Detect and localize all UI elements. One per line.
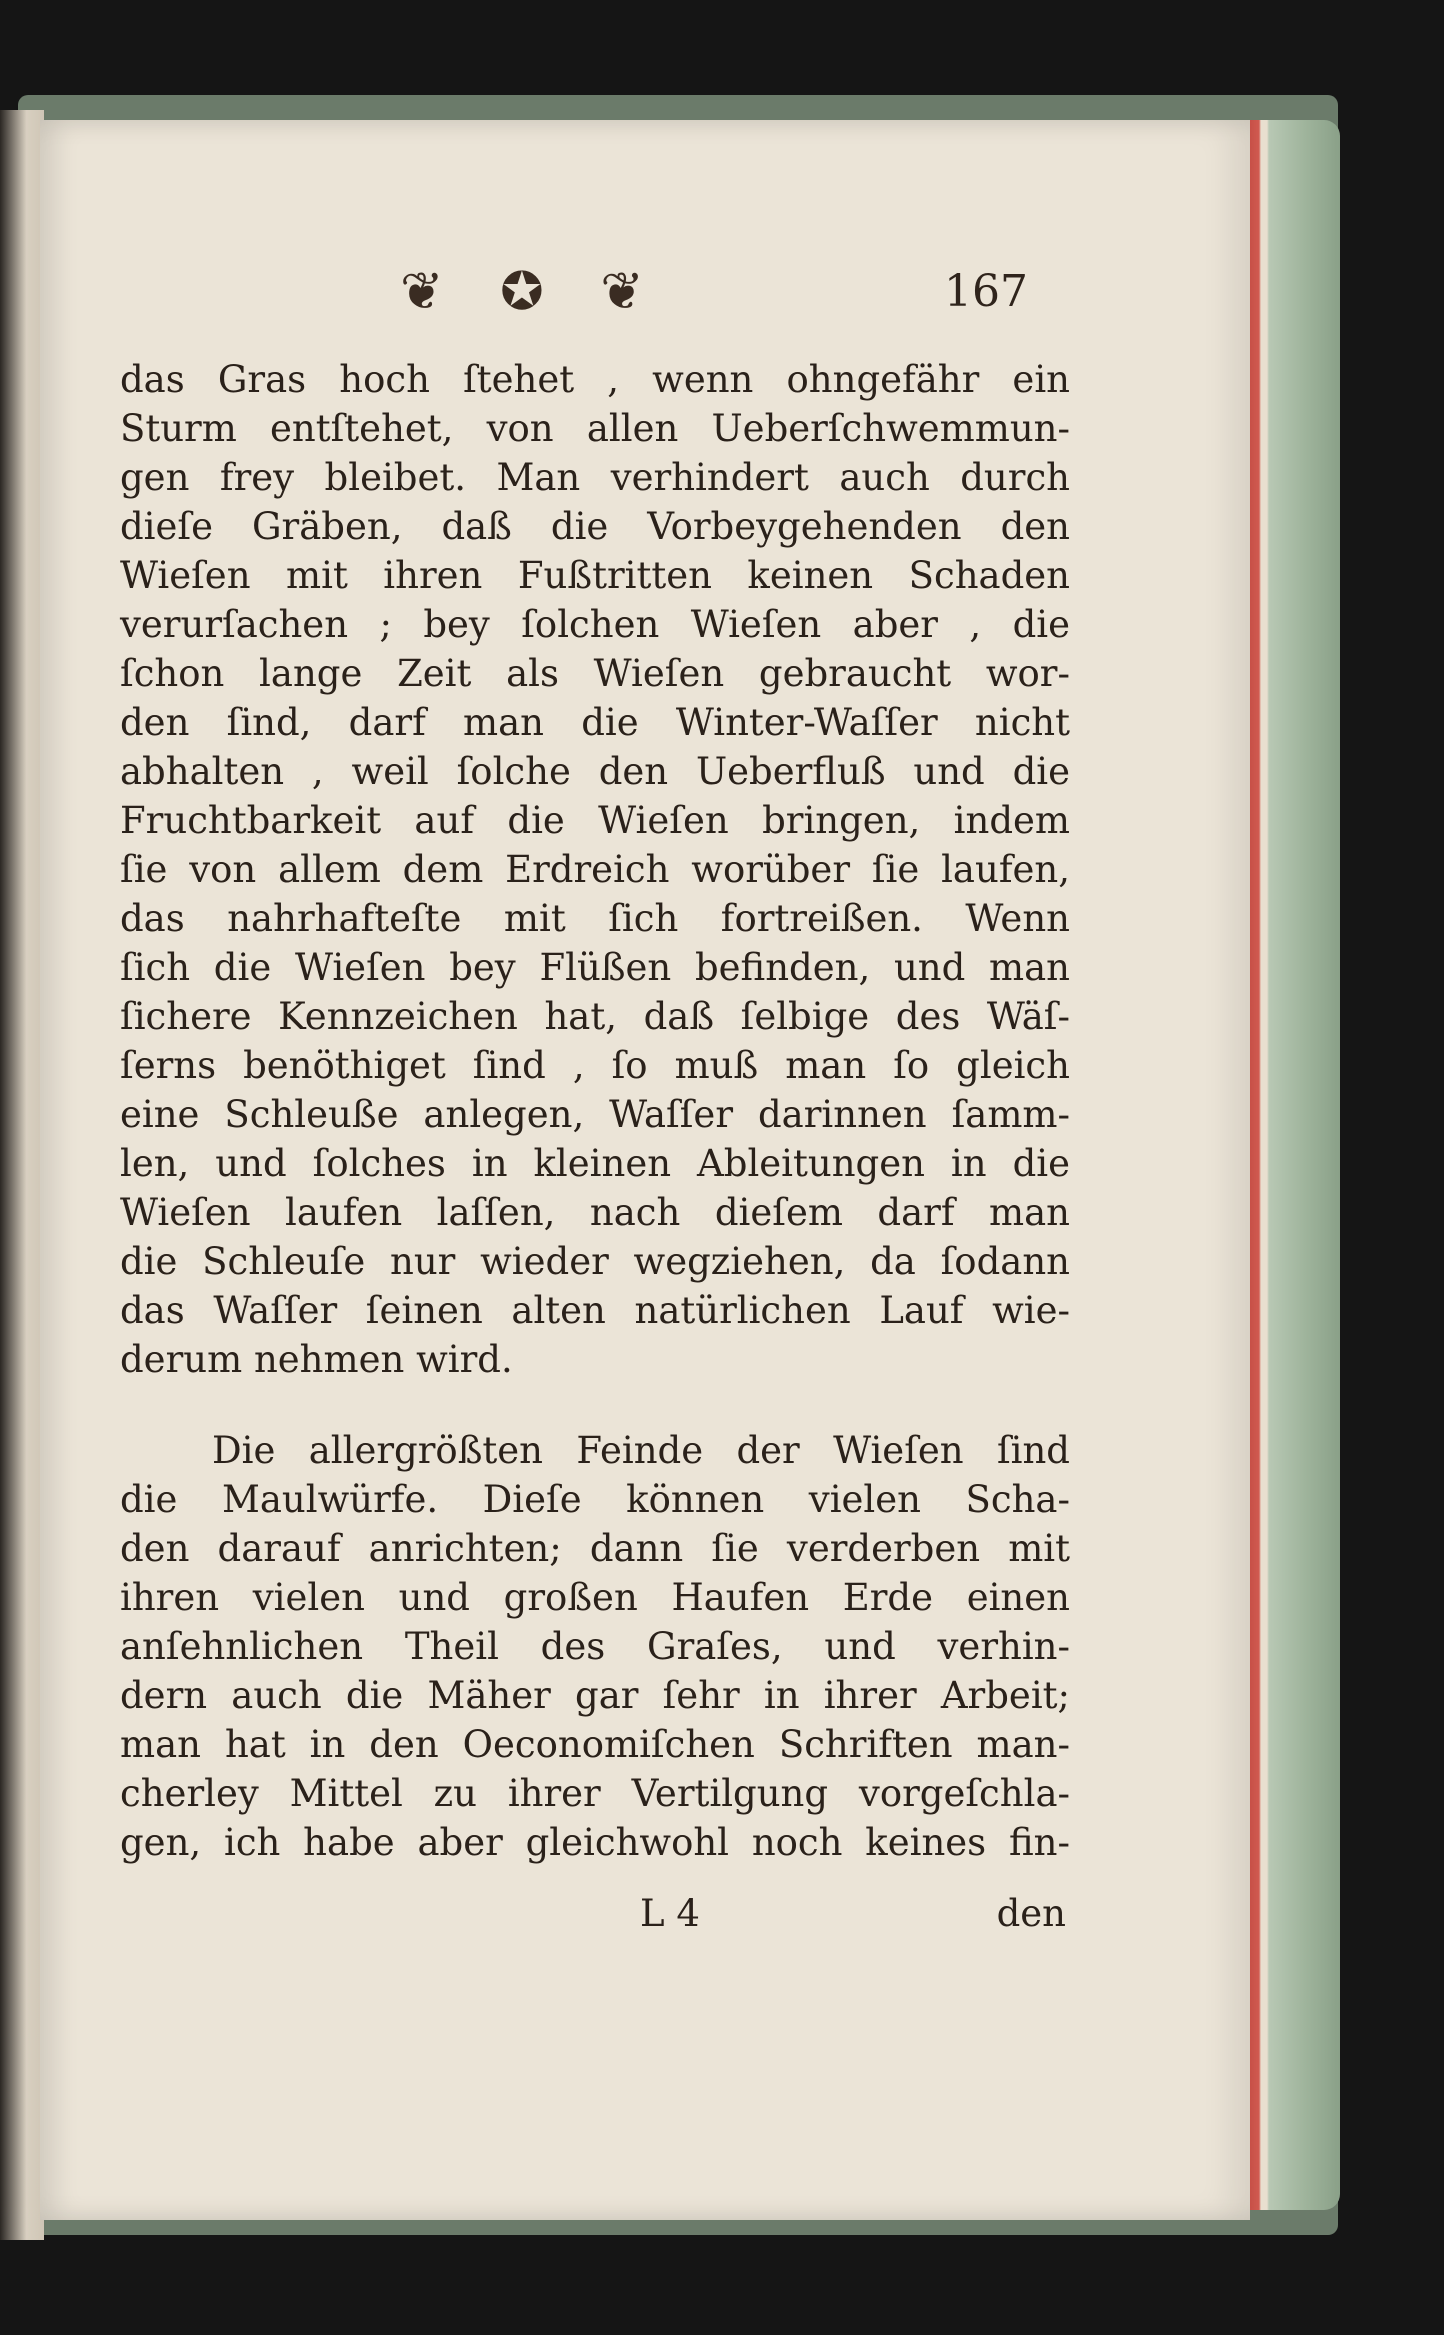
text-line: verurſachen ; bey ſolchen Wieſen aber , die [120,603,1070,646]
text-line: gen, ich habe aber gleichwohl noch keines fin- [120,1821,1070,1864]
text-line: Wieſen mit ihren Fußtritten keinen Schaden [120,554,1070,597]
text-line: derum nehmen wird. [120,1338,513,1381]
book-fore-edge [1245,120,1340,2210]
text-line: ſichere Kennzeichen hat, daß ſelbige des Wäſ- [120,995,1070,1038]
signature-mark: L 4 [640,1892,700,1935]
header-ornament: ❦ ✪ ❦ [400,262,664,322]
text-line: den ſind, darf man die Winter-Waſſer nicht [120,701,1070,744]
catchword: den [996,1892,1066,1935]
text-line: Die allergrößten Feinde der Wieſen ſind [212,1429,1070,1472]
text-line: ſerns benöthiget ſind , ſo muß man ſo gleich [120,1044,1070,1087]
text-line: das Waſſer ſeinen alten natürlichen Lauf wie- [120,1289,1070,1332]
text-line: dieſe Gräben, daß die Vorbeygehenden den [120,505,1070,548]
text-line: das Gras hoch ſtehet , wenn ohngefähr ein [120,358,1070,401]
text-line: ihren vielen und großen Haufen Erde einen [120,1576,1070,1619]
paragraph-break [120,1384,1070,1426]
text-line: gen frey bleibet. Man verhindert auch durch [120,456,1070,499]
text-line: ſich die Wieſen bey Flüßen befinden, und man [120,946,1070,989]
text-line: ſie von allem dem Erdreich worüber ſie laufen, [120,848,1070,891]
text-line: eine Schleuße anlegen, Waſſer darinnen ſamm- [120,1093,1070,1136]
facing-page-edge [0,110,44,2240]
page-number: 167 [944,266,1028,317]
text-line: Sturm entſtehet, von allen Ueberſchwemmun- [120,407,1070,450]
text-line: len, und ſolches in kleinen Ableitungen in die [120,1142,1070,1185]
text-line: anſehnlichen Theil des Graſes, und verhin- [120,1625,1070,1668]
text-line: die Maulwürfe. Dieſe können vielen Scha- [120,1478,1070,1521]
text-line: die Schleuſe nur wieder wegziehen, da ſodann [120,1240,1070,1283]
text-line: man hat in den Oeconomiſchen Schriften man- [120,1723,1070,1766]
body-text [120,355,1070,1867]
text-line: den darauf anrichten; dann ſie verderben mit [120,1527,1070,1570]
text-line: abhalten , weil ſolche den Ueberfluß und die [120,750,1070,793]
text-line: das nahrhafteſte mit ſich fortreißen. Wenn [120,897,1070,940]
page-header [400,262,1040,322]
text-line: ſchon lange Zeit als Wieſen gebraucht wor- [120,652,1070,695]
text-line: Fruchtbarkeit auf die Wieſen bringen, indem [120,799,1070,842]
page-footer [120,1892,1070,1942]
text-line: cherley Mittel zu ihrer Vertilgung vorgeſchla- [120,1772,1070,1815]
text-line: Wieſen laufen laſſen, nach dieſem darf man [120,1191,1070,1234]
text-line: dern auch die Mäher gar ſehr in ihrer Arbeit; [120,1674,1070,1717]
